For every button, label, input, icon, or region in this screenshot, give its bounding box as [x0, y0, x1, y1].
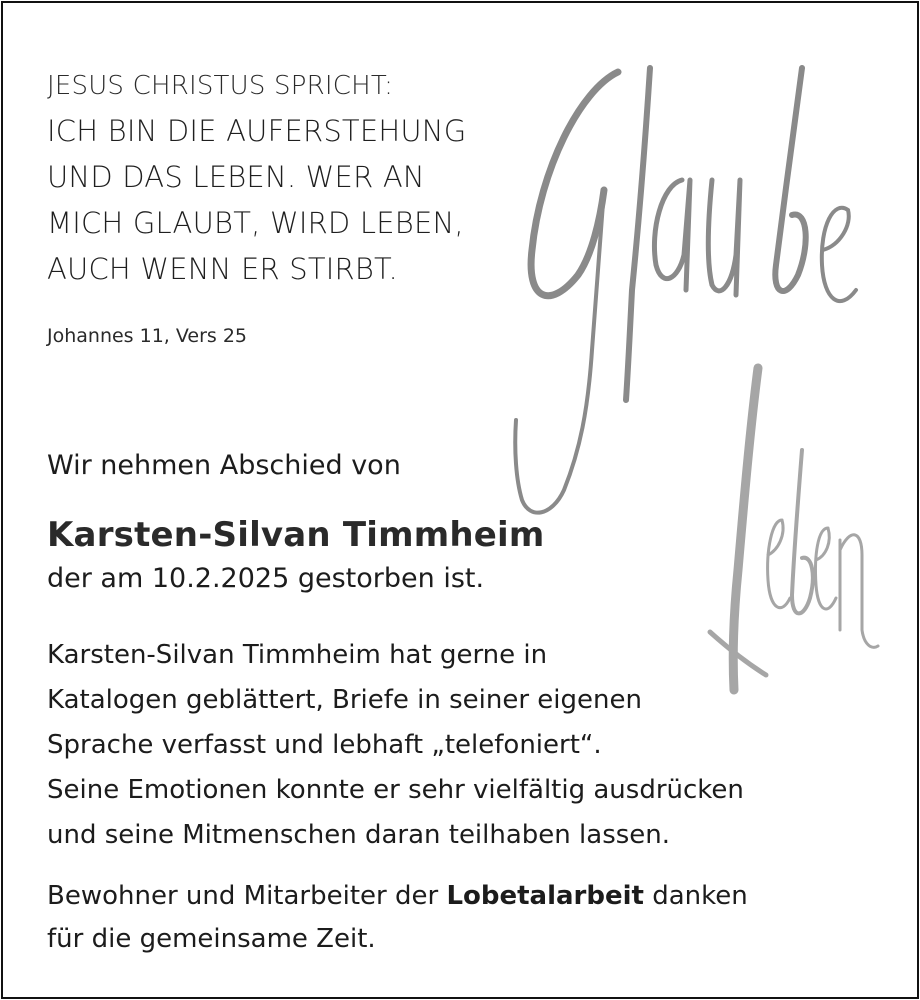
- thanks-message: [47, 875, 748, 961]
- verse-intro: JESUS CHRISTUS SPRICHT:: [47, 71, 394, 101]
- thanks-line: [47, 875, 748, 918]
- verse-line: AUCH WENN ER STIRBT.: [47, 252, 398, 286]
- biography-line: Seine Emotionen konnte er sehr vielfältig ausdrücken: [47, 775, 744, 805]
- verse-reference: Johannes 11, Vers 25: [47, 325, 248, 347]
- organization-name: Lobetalarbeit: [446, 881, 644, 911]
- glaube-calligraphy: [515, 68, 856, 513]
- bible-verse: [47, 64, 517, 292]
- verse-line: ICH BIN DIE AUFERSTEHUNG: [47, 114, 467, 148]
- biography-line: Sprache verfasst und lebhaft „telefoniert“.: [47, 730, 602, 760]
- death-date-line: der am 10.2.2025 gestorben ist.: [47, 563, 485, 594]
- biography-line: Karsten-Silvan Timmheim hat gerne in: [47, 640, 548, 670]
- biography: [47, 633, 744, 858]
- verse-line: MICH GLAUBT, WIRD LEBEN,: [47, 206, 464, 240]
- biography-line: Katalogen geblättert, Briefe in seiner eigenen: [47, 685, 642, 715]
- deceased-name: Karsten-Silvan Timmheim: [47, 515, 545, 555]
- thanks-suffix: danken: [643, 881, 748, 911]
- thanks-prefix: Bewohner und Mitarbeiter der: [47, 881, 447, 911]
- thanks-line: für die gemeinsame Zeit.: [47, 924, 376, 954]
- farewell-heading: Wir nehmen Abschied von: [47, 450, 401, 481]
- biography-line: und seine Mitmenschen daran teilhaben lassen.: [47, 820, 671, 850]
- verse-line: UND DAS LEBEN. WER AN: [47, 160, 425, 194]
